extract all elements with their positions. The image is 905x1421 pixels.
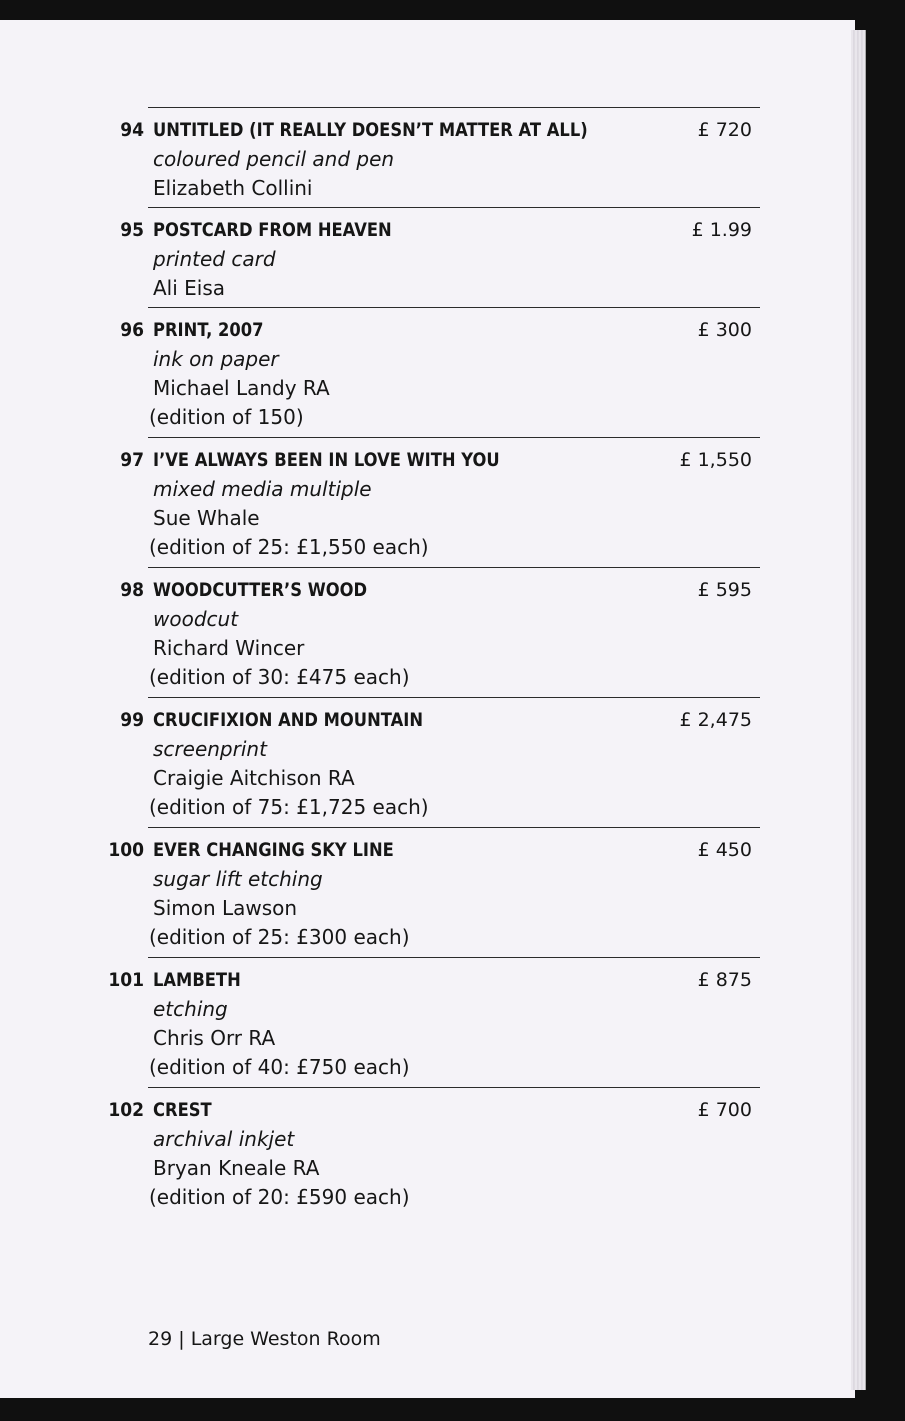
entry-number: 98 (120, 579, 144, 601)
entry-artist: Sue Whale (153, 506, 260, 530)
entry-medium: etching (153, 997, 228, 1021)
entry-divider (148, 207, 760, 208)
entry-number: 102 (108, 1099, 144, 1121)
entry-edition: (edition of 25: £300 each) (149, 925, 410, 949)
entry-title: UNTITLED (IT REALLY DOESN’T MATTER AT ALL) (153, 119, 588, 141)
entry-number: 99 (120, 709, 144, 731)
entry-number: 94 (120, 119, 144, 141)
entry-price: £ 1,550 (679, 449, 752, 471)
entry-medium: screenprint (153, 737, 267, 761)
entry-edition: (edition of 75: £1,725 each) (149, 795, 429, 819)
entry-edition: (edition of 25: £1,550 each) (149, 535, 429, 559)
entry-divider (148, 307, 760, 308)
entry-number: 101 (108, 969, 144, 991)
entry-price: £ 450 (697, 839, 752, 861)
entry-price: £ 595 (697, 579, 752, 601)
entry-medium: coloured pencil and pen (153, 147, 395, 171)
entry-number: 96 (120, 319, 144, 341)
room-name: Large Weston Room (190, 1328, 381, 1350)
entry-title: EVER CHANGING SKY LINE (153, 839, 394, 861)
footer-separator: | (178, 1328, 185, 1350)
entry-price: £ 2,475 (679, 709, 752, 731)
entry-title: PRINT, 2007 (153, 319, 264, 341)
entry-divider (148, 1087, 760, 1088)
entry-artist: Ali Eisa (153, 276, 226, 300)
entry-number: 100 (108, 839, 144, 861)
entry-artist: Elizabeth Collini (153, 176, 313, 200)
entry-artist: Richard Wincer (153, 636, 305, 660)
entry-number: 97 (120, 449, 144, 471)
entry-artist: Chris Orr RA (153, 1026, 276, 1050)
entry-medium: woodcut (153, 607, 239, 631)
entry-edition: (edition of 40: £750 each) (149, 1055, 410, 1079)
entry-artist: Michael Landy RA (153, 376, 330, 400)
entry-price: £ 300 (697, 319, 752, 341)
entry-artist: Bryan Kneale RA (153, 1156, 320, 1180)
entry-title: POSTCARD FROM HEAVEN (153, 219, 392, 241)
entry-divider (148, 827, 760, 828)
entry-number: 95 (120, 219, 144, 241)
entry-edition: (edition of 30: £475 each) (149, 665, 410, 689)
page-edge (851, 30, 866, 1390)
entry-medium: sugar lift etching (153, 867, 323, 891)
entry-price: £ 720 (697, 119, 752, 141)
entry-divider (148, 107, 760, 108)
entry-medium: printed card (153, 247, 276, 271)
entry-title: WOODCUTTER’S WOOD (153, 579, 368, 601)
entry-artist: Craigie Aitchison RA (153, 766, 355, 790)
entry-divider (148, 697, 760, 698)
entry-title: CREST (153, 1099, 212, 1121)
entry-title: CRUCIFIXION AND MOUNTAIN (153, 709, 424, 731)
entry-price: £ 1.99 (691, 219, 752, 241)
entry-edition: (edition of 150) (149, 405, 304, 429)
entry-medium: mixed media multiple (153, 477, 372, 501)
page-number: 29 (148, 1328, 173, 1350)
entry-medium: ink on paper (153, 347, 279, 371)
page-footer (148, 1328, 381, 1350)
entry-medium: archival inkjet (153, 1127, 295, 1151)
entry-divider (148, 957, 760, 958)
catalogue-page (0, 20, 855, 1398)
entry-title: I’VE ALWAYS BEEN IN LOVE WITH YOU (153, 449, 500, 471)
entry-artist: Simon Lawson (153, 896, 298, 920)
entry-title: LAMBETH (153, 969, 241, 991)
entry-divider (148, 437, 760, 438)
entry-price: £ 700 (697, 1099, 752, 1121)
entry-divider (148, 567, 760, 568)
entry-edition: (edition of 20: £590 each) (149, 1185, 410, 1209)
entry-price: £ 875 (697, 969, 752, 991)
